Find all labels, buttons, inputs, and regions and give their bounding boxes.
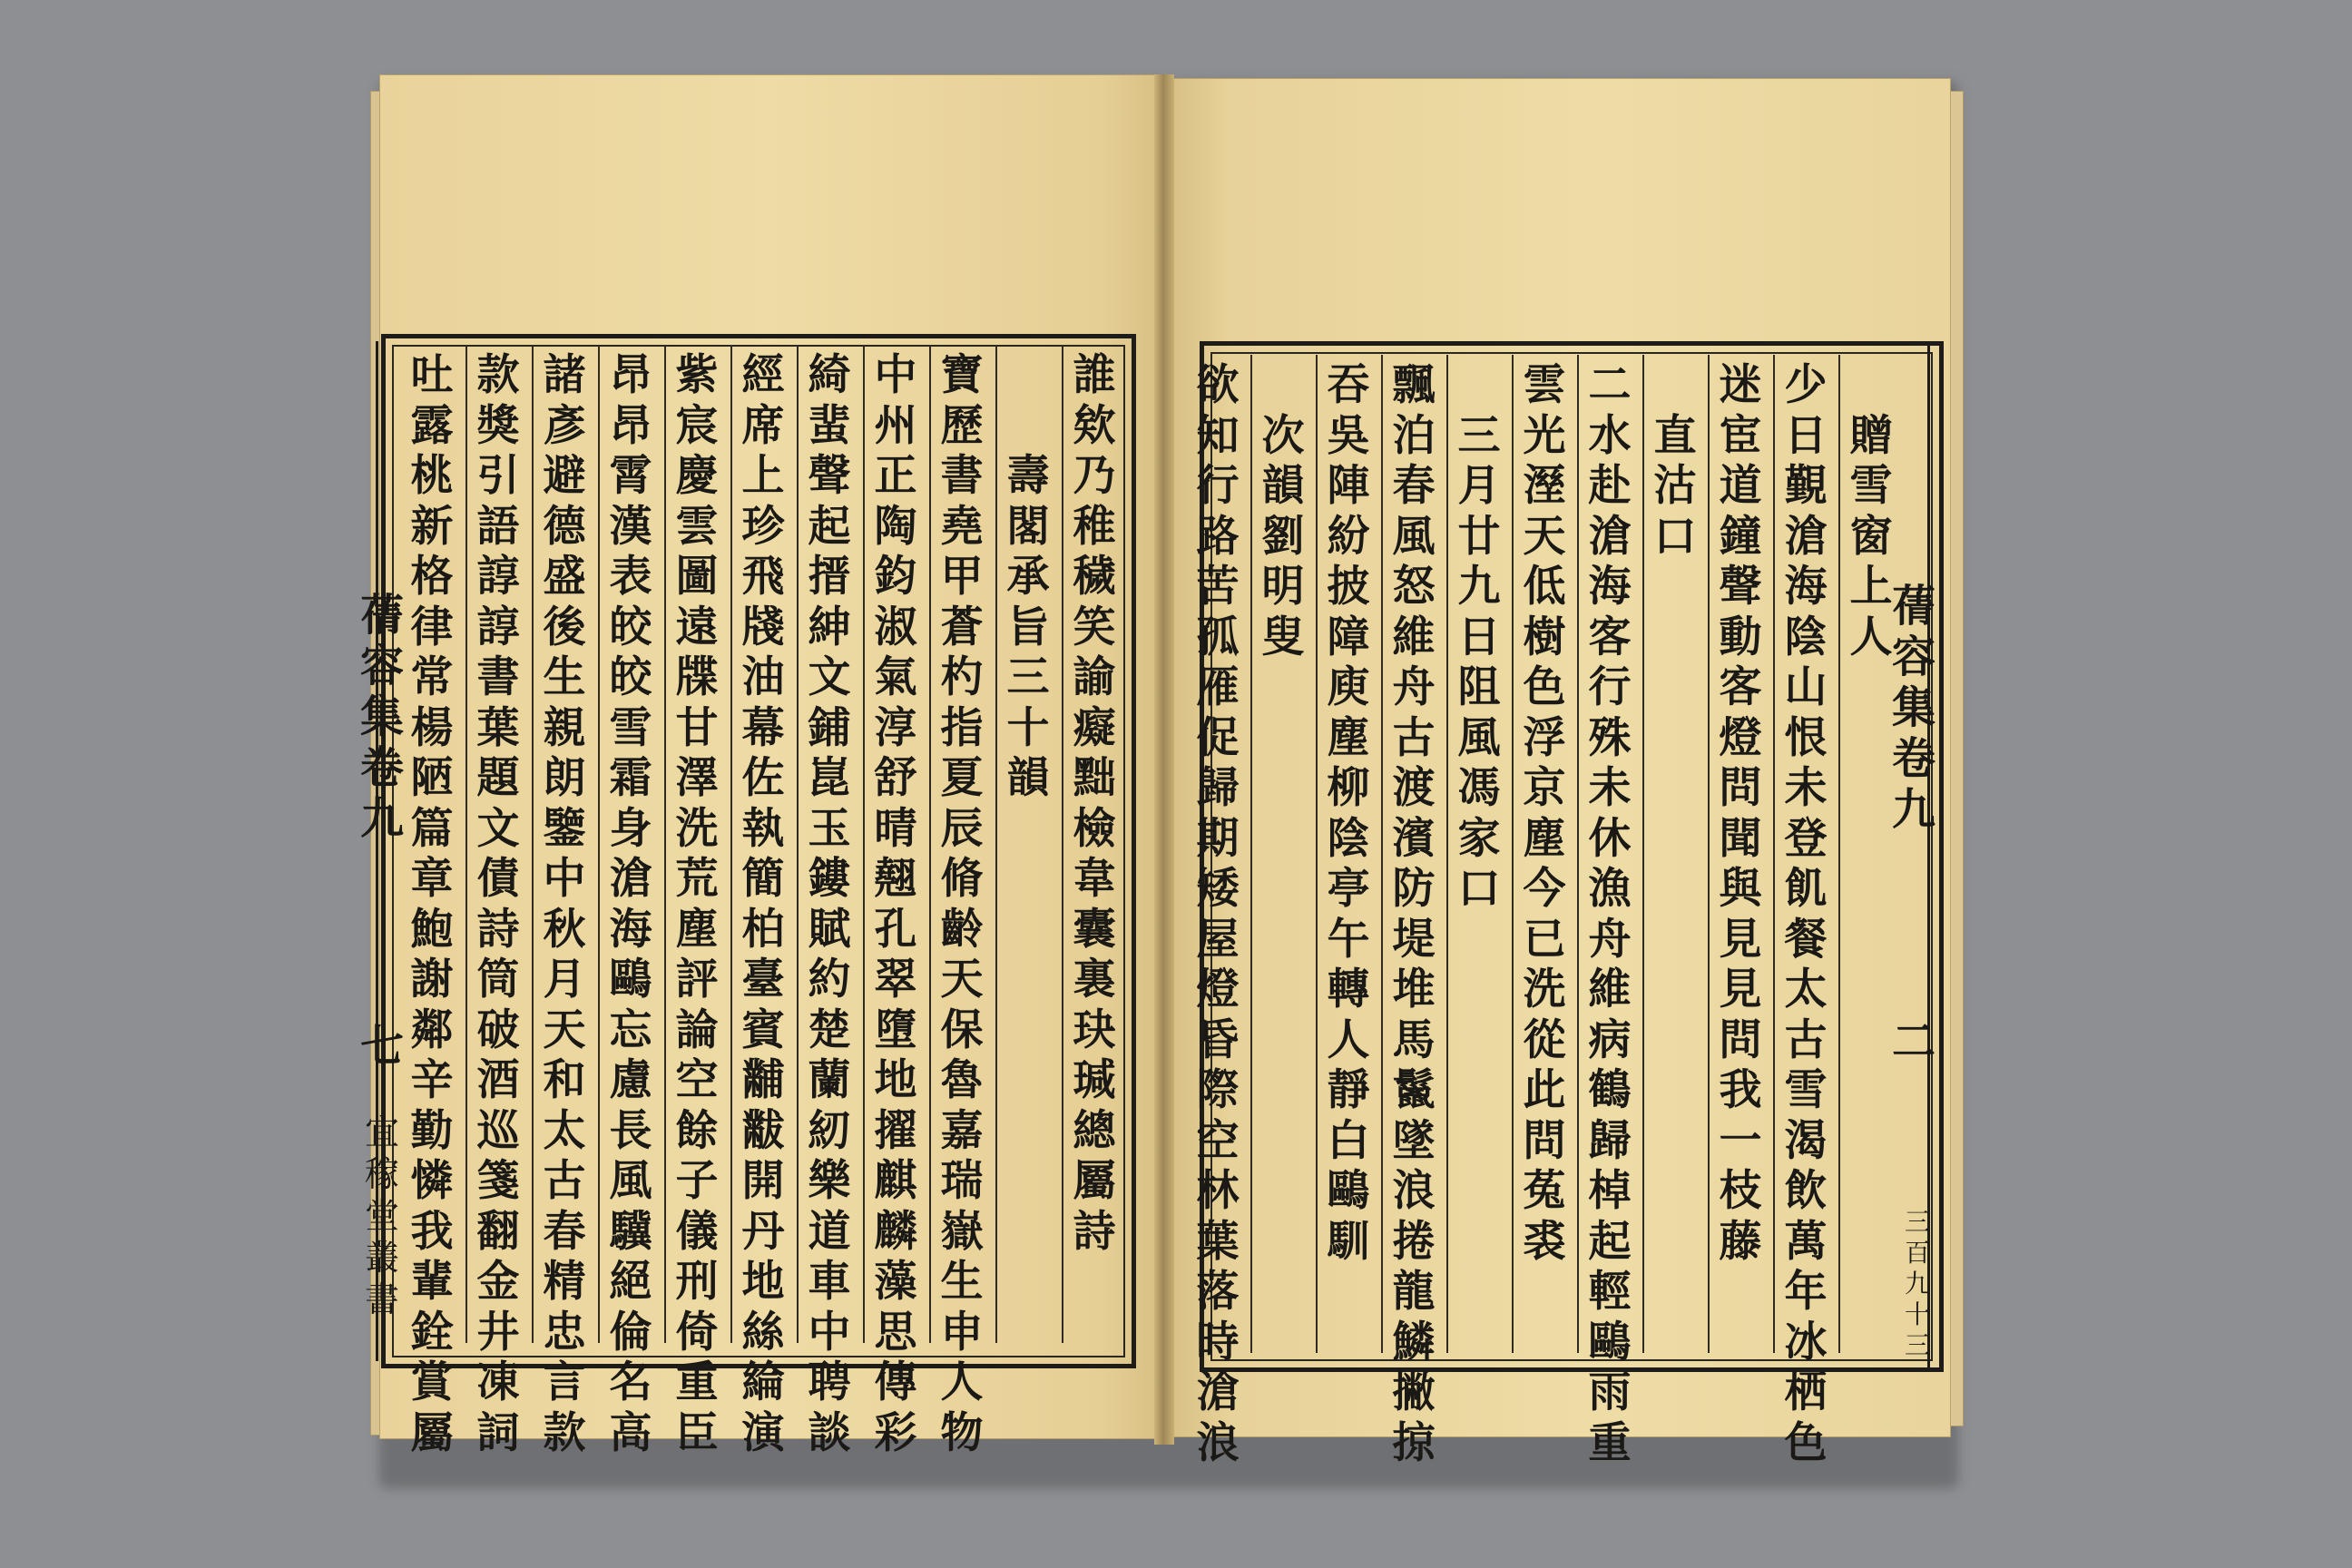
left-text-column-rule (598, 345, 600, 1343)
right-text-column: 少 日 覲 滄 海 陰 山 恨 未 登 飢 餐 太 古 雪 渴 飲 萬 年 冰 栖 色 (1784, 360, 1828, 1468)
right-text-column-rule (1381, 355, 1383, 1353)
left-text-column: 吐 露 桃 新 格 律 常 楊 陋 篇 章 鮑 謝 鄰 辛 勤 憐 我 輩 銓 賞 屬 (410, 350, 454, 1458)
right-text-column: 三 月 廿 九 日 阻 風 馮 家 口 (1457, 410, 1501, 914)
right-text-column: 雲 光 溼 天 低 樹 色 浮 京 塵 今 已 洗 從 此 問 菟 裘 (1523, 360, 1566, 1267)
right-text-column: 直 沽 口 (1653, 410, 1697, 562)
left-text-column-rule (730, 345, 732, 1343)
left-fishtail-title: 蒨 容 集 卷 九 (359, 590, 404, 844)
right-text-column: 欲 知 行 路 苦 孤 雁 促 歸 期 矮 屋 燈 昏 際 空 林 葉 落 時 滄 浪 (1196, 360, 1240, 1468)
right-text-column: 飄 泊 春 風 怒 維 舟 古 渡 濱 防 堤 堆 馬 鬣 墜 浪 捲 龍 鱗 撇 掠 (1392, 360, 1436, 1468)
left-text-column: 綺 蜚 聲 起 搢 紳 文 鋪 崑 玉 鏤 賦 約 楚 蘭 紉 樂 道 車 中 聘 談 (808, 350, 851, 1458)
left-text-column-rule (1062, 345, 1063, 1343)
right-text-column: 二 水 赴 滄 海 客 行 殊 未 休 漁 舟 維 病 鶴 歸 棹 起 輕 鷗 雨 重 (1588, 360, 1632, 1468)
right-fishtail-number: 三 百 九 十 三 (1904, 1207, 1930, 1360)
left-text-column-rule (664, 345, 666, 1343)
left-text-column: 壽 閣 承 旨 三 十 韻 (1006, 451, 1050, 803)
book-gutter (1154, 74, 1174, 1445)
right-text-column: 贈 雪 窗 上 人 (1849, 410, 1893, 662)
right-text-column: 吞 吳 陣 紛 披 障 庾 塵 柳 陰 亭 午 轉 人 靜 白 鷗 馴 (1327, 360, 1370, 1267)
left-text-column-rule (863, 345, 865, 1343)
left-text-column: 經 席 上 珍 飛 牋 油 幕 佐 執 簡 柏 臺 賓 黼 黻 開 丹 地 絲 綸 演 (741, 350, 785, 1458)
left-text-column: 誰 欸 乃 稚 穢 笑 諭 癡 黜 檢 韋 囊 裏 玦 瑊 總 屬 詩 (1073, 350, 1116, 1257)
left-text-column-rule (995, 345, 997, 1343)
right-text-column-rule (1512, 355, 1514, 1353)
right-fishtail-page: 二 (1891, 1016, 1936, 1067)
left-text-column: 中 州 正 陶 鈞 淑 氣 淳 舒 晴 翹 孔 翠 墮 地 擢 麒 麟 藻 思 傳 彩 (874, 350, 917, 1458)
left-text-column: 寶 歷 書 堯 甲 蒼 杓 指 夏 辰 脩 齡 天 保 魯 嘉 瑞 嶽 生 申 人 物 (940, 350, 984, 1458)
right-text-column-rule (1316, 355, 1318, 1353)
left-text-column: 紫 宸 慶 雲 圖 遠 牒 甘 澤 洗 荒 塵 評 論 空 餘 子 儀 刑 倚 重 臣 (675, 350, 719, 1458)
left-text-column: 諸 彥 避 德 盛 後 生 親 朗 鑒 中 秋 月 天 和 太 古 春 精 忠 言 款 (543, 350, 586, 1458)
left-text-column-rule (797, 345, 799, 1343)
right-text-column-rule (1250, 355, 1252, 1353)
left-text-column: 款 獎 引 語 諄 諄 書 葉 題 文 債 詩 筒 破 酒 巡 箋 翻 金 井 凍 詞 (476, 350, 520, 1458)
right-text-column: 次 韻 劉 明 叟 (1261, 410, 1305, 662)
left-text-column: 昂 昂 霄 漢 表 皎 皎 雪 霜 身 滄 海 鷗 忘 慮 長 風 驥 絕 倫 名 高 (609, 350, 652, 1458)
right-text-column-rule (1446, 355, 1448, 1353)
right-text-column-rule (1708, 355, 1710, 1353)
left-text-column-rule (929, 345, 931, 1343)
right-text-column-rule (1773, 355, 1775, 1353)
left-text-column-rule (532, 345, 534, 1343)
right-text-column-rule (1577, 355, 1579, 1353)
right-fishtail-title: 蒨 容 集 卷 九 (1891, 581, 1936, 835)
left-text-column-rule (466, 345, 467, 1343)
right-text-column: 迷 宦 道 鐘 聲 動 客 燈 問 聞 與 見 見 問 我 一 枝 藤 (1719, 360, 1762, 1267)
right-text-column-rule (1838, 355, 1840, 1353)
left-fishtail-page: 七 (359, 1021, 404, 1072)
right-text-column-rule (1642, 355, 1644, 1353)
left-fishtail-series: 宜 稼 堂 叢 書 (364, 1112, 399, 1319)
